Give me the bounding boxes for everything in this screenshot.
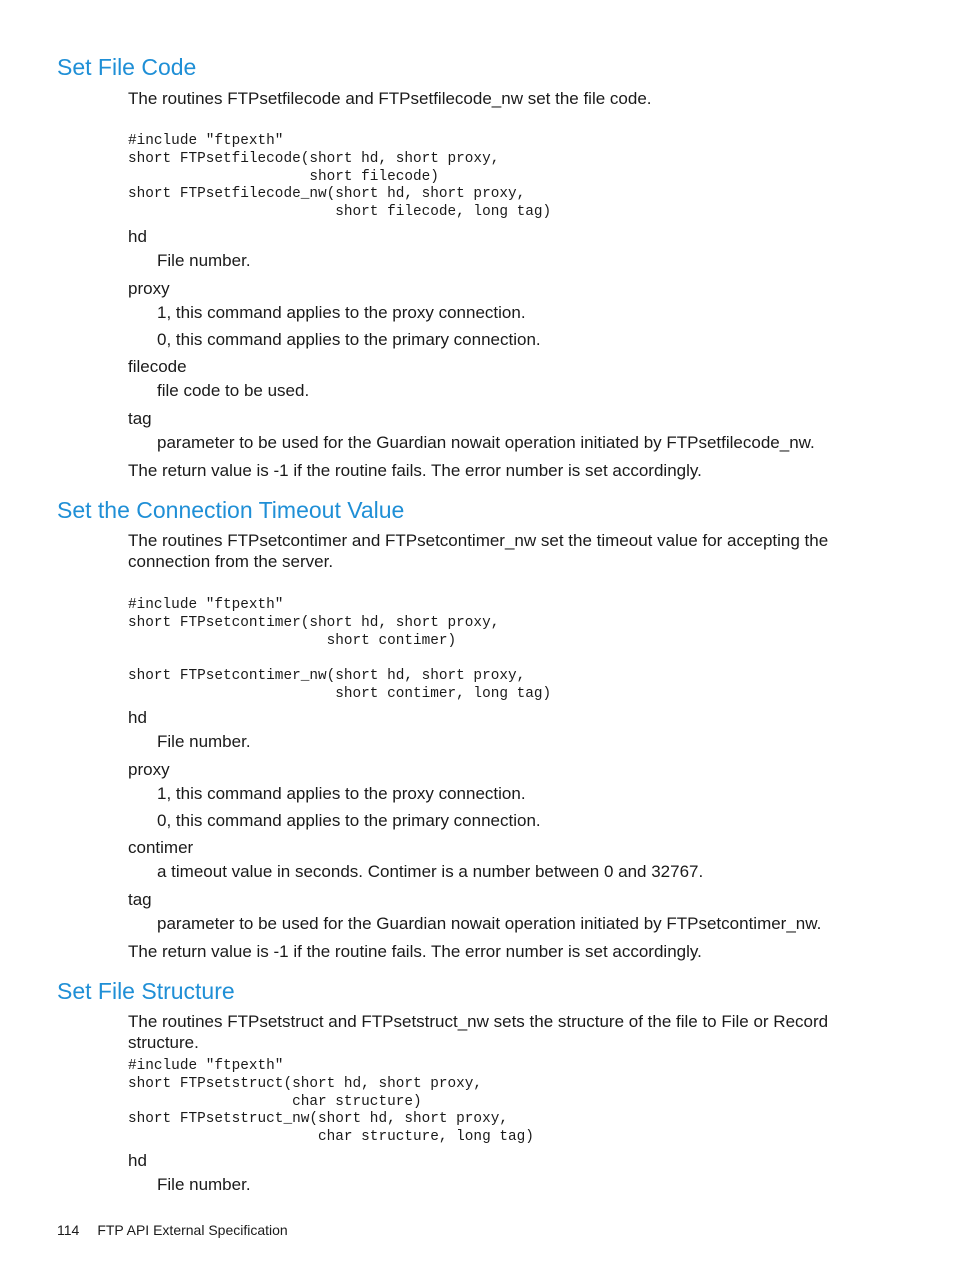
param-term: filecode bbox=[128, 357, 187, 376]
param-def: 0, this command applies to the primary connection. bbox=[157, 811, 541, 830]
param-def: parameter to be used for the Guardian nowait operation initiated by FTPsetfilecode_nw. bbox=[157, 433, 815, 452]
param-def: parameter to be used for the Guardian nowait operation initiated by FTPsetcontimer_nw. bbox=[157, 914, 822, 933]
param-term: contimer bbox=[128, 838, 194, 857]
section-intro: The routines FTPsetcontimer and FTPsetcontimer_nw set the timeout value for accepting the connection from the server. bbox=[128, 531, 829, 571]
param-def: File number. bbox=[157, 251, 251, 270]
section-heading: Set File Structure bbox=[57, 978, 235, 1004]
param-term: hd bbox=[128, 227, 147, 246]
document-title: FTP API External Specification bbox=[97, 1222, 288, 1238]
param-def: 0, this command applies to the primary connection. bbox=[157, 330, 541, 349]
code-block: #include "ftpexth" short FTPsetcontimer(short hd, short proxy, short contimer) short FTPsetcontimer_nw(short hd, short proxy, short contimer, long tag) bbox=[128, 597, 552, 702]
param-def: File number. bbox=[157, 732, 251, 751]
section-intro: The routines FTPsetfilecode and FTPsetfilecode_nw set the file code. bbox=[128, 89, 652, 108]
section-intro: The routines FTPsetstruct and FTPsetstruct_nw sets the structure of the file to File or Record structure. bbox=[128, 1012, 829, 1052]
param-def: 1, this command applies to the proxy connection. bbox=[157, 303, 526, 322]
page-footer bbox=[57, 1222, 288, 1238]
return-note: The return value is -1 if the routine fails. The error number is set accordingly. bbox=[128, 942, 702, 961]
param-term: hd bbox=[128, 1151, 147, 1170]
param-def: 1, this command applies to the proxy connection. bbox=[157, 784, 526, 803]
param-term: proxy bbox=[128, 279, 170, 298]
code-block: #include "ftpexth" short FTPsetstruct(short hd, short proxy, char structure) short FTPsetstruct_nw(short hd, short proxy, char structure, long tag) bbox=[128, 1058, 534, 1146]
param-term: tag bbox=[128, 890, 152, 909]
code-block: #include "ftpexth" short FTPsetfilecode(short hd, short proxy, short filecode) short FTPsetfilecode_nw(short hd, short proxy, short filecode, long tag) bbox=[128, 133, 552, 221]
page-number: 114 bbox=[57, 1222, 80, 1238]
param-def: file code to be used. bbox=[157, 381, 310, 400]
param-term: hd bbox=[128, 708, 147, 727]
param-def: File number. bbox=[157, 1175, 251, 1194]
section-heading: Set the Connection Timeout Value bbox=[57, 497, 405, 523]
section-heading: Set File Code bbox=[57, 54, 197, 80]
param-term: tag bbox=[128, 409, 152, 428]
param-term: proxy bbox=[128, 760, 170, 779]
param-def: a timeout value in seconds. Contimer is a number between 0 and 32767. bbox=[157, 862, 704, 881]
return-note: The return value is -1 if the routine fails. The error number is set accordingly. bbox=[128, 461, 702, 480]
